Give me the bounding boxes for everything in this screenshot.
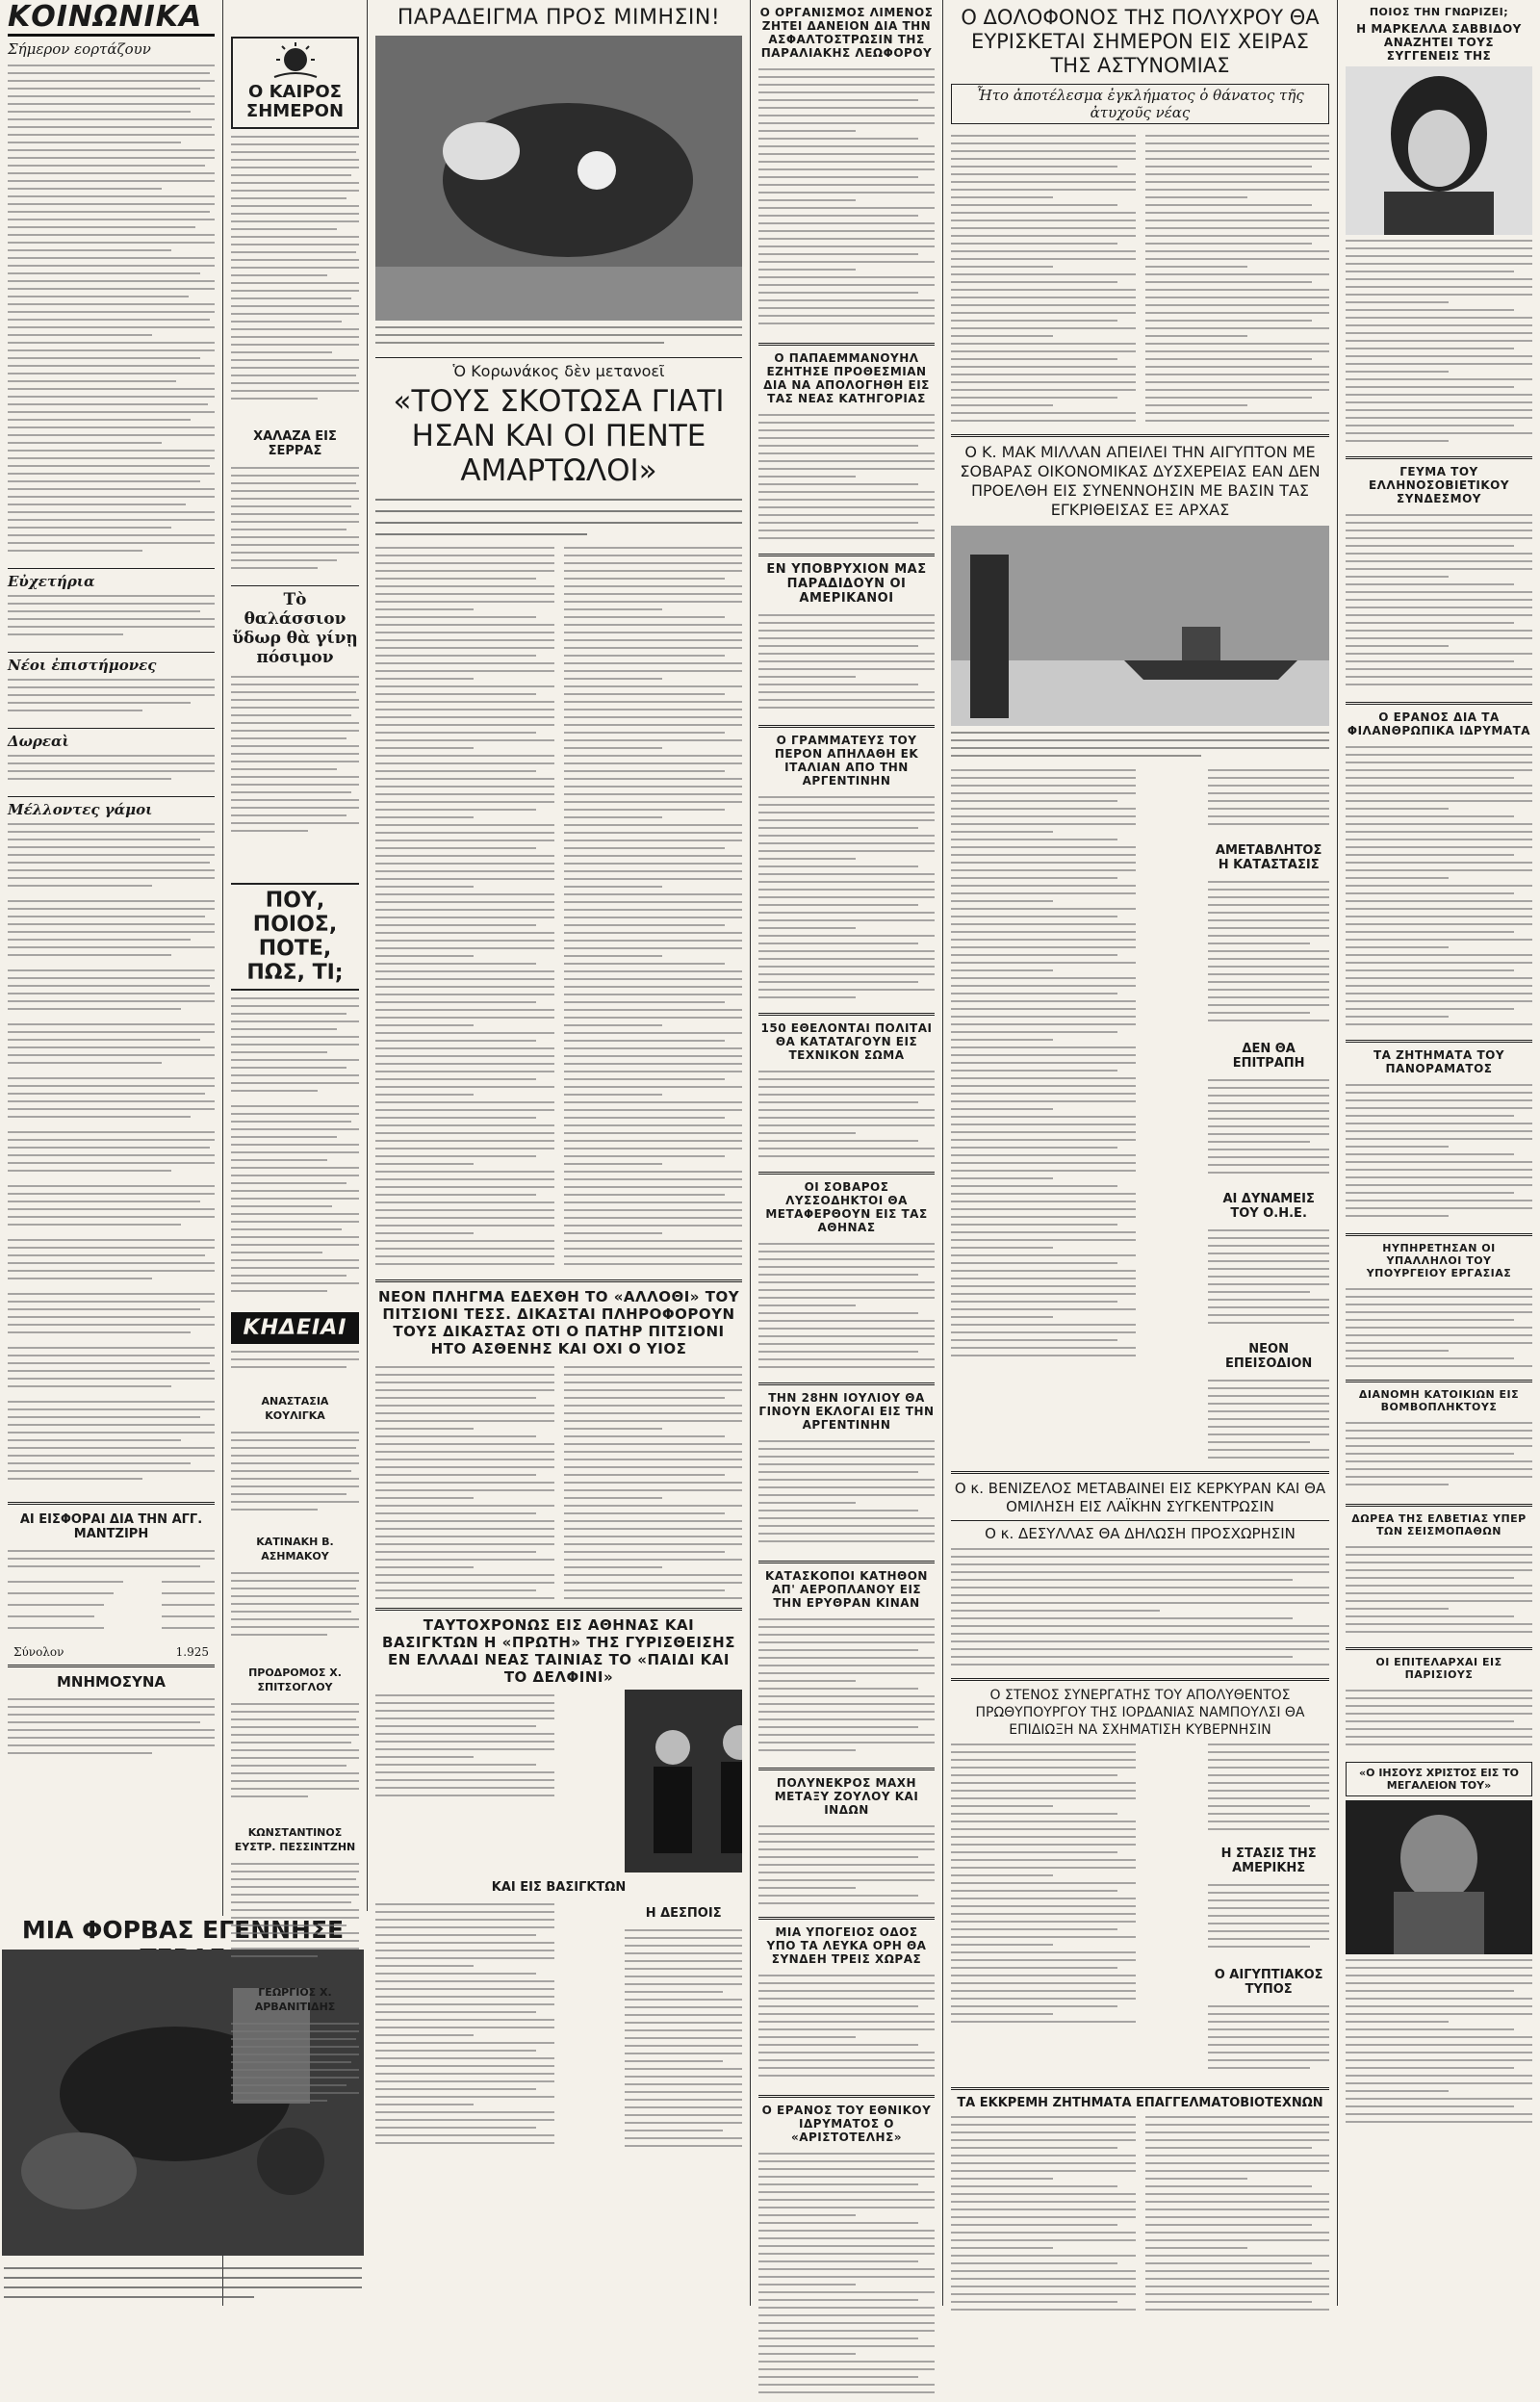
column-2: [223, 0, 368, 2013]
text-block: [231, 2018, 359, 2124]
text-block: [758, 1821, 935, 1907]
text-block: [758, 409, 935, 544]
text-block: [564, 1361, 743, 1602]
text-block: [758, 2148, 935, 2398]
text-block: [564, 542, 743, 1274]
text-block: [375, 1690, 615, 1805]
desposis-title: Η ΔΕΣΠΟΙΣ: [645, 1906, 722, 1921]
text-block: [758, 609, 935, 715]
dolofonos-headline: Ο ΔΟΛΟΦΟΝΟΣ ΤΗΣ ΠΟΛΥΧΡΟΥ ΘΑ ΕΥΡΙΣΚΕΤΑΙ ΣΗΜΕΡΟΝ ΕΙΣ ΧΕΙΡΑΣ ΤΗΣ ΑΣΤΥΝΟΜΙΑΣ: [961, 6, 1320, 77]
column-5: [943, 0, 1338, 2306]
kideia-name-4: ΚΩΝΣΤΑΝΤΙΝΟΣ ΕΥΣΤΡ. ΠΕΣΣΙΝΤΖΗΝ: [234, 1826, 356, 1853]
weather-box: [231, 37, 359, 129]
column-6: [1338, 0, 1540, 2306]
section-masthead-koinonika: ΚΟΙΝΩΝΙΚΑ: [8, 0, 215, 37]
section-neoi-epistimones: Νέοι ἐπιστήμονες: [8, 657, 157, 674]
text-block: [231, 1567, 359, 1654]
section-eucheteria: Εὐχετήρια: [8, 573, 95, 590]
text-block: [1346, 1283, 1532, 1370]
example-photo: [375, 36, 742, 321]
markella-headline: Η ΜΑΡΚΕΛΛΑ ΣΑΒΒΙΔΟΥ ΑΝΑΖΗΤΕΙ ΤΟΥΣ ΣΥΓΓΕΝΕΙΣ ΤΗΣ: [1356, 22, 1522, 63]
28iouliou-headline: ΤΗΝ 28ΗΝ ΙΟΥΛΙΟΥ ΘΑ ΓΙΝΟΥΝ ΕΚΛΟΓΑΙ ΕΙΣ ΤΗΝ ΑΡΓΕΝΤΙΝΗΝ: [758, 1391, 935, 1432]
text-block: [8, 1693, 215, 1761]
text-block: [8, 60, 215, 560]
text-block: [8, 1545, 215, 1641]
eisfora-total-value: 1.925: [175, 1645, 209, 1659]
odos-headline: ΜΙΑ ΥΠΟΓΕΙΟΣ ΟΔΟΣ ΥΠΟ ΤΑ ΛΕΥΚΑ ΟΡΗ ΘΑ ΣΥΝΔΕΗ ΤΡΕΙΣ ΧΩΡΑΣ: [766, 1925, 927, 1966]
macmillan-headline: Ο Κ. ΜΑΚ ΜΙΛΛΑΝ ΑΠΕΙΛΕΙ ΤΗΝ ΑΙΓΥΠΤΟΝ ΜΕ ΣΟΒΑΡΑΣ ΟΙΚΟΝΟΜΙΚΑΣ ΔΥΣΧΕΡΕΙΑΣ ΕΑΝ ΔΕΝ ΠΡΟΕΛΘΗ ΕΙΣ ΣΥΝΕΝΝΟΗΣΙΝ ΜΕ ΒΑΣΙΝ ΤΑΣ ΕΓΚΡΙΘΕΙΣΑΣ ΕΞ ΑΡΧΑΣ: [960, 443, 1321, 519]
section-doreai: Δωρεαὶ: [8, 733, 69, 750]
text-block: [8, 750, 215, 788]
text-block: [8, 590, 215, 644]
eranos-headline: Ο ΕΡΑΝΟΣ ΤΟΥ ΕΘΝΙΚΟΥ ΙΔΡΥΜΑΤΟΣ Ο «ΑΡΙΣΤΟΤΕΛΗΣ»: [761, 2104, 932, 2144]
text-block-italic: [375, 492, 742, 538]
epiteloi-headline: ΟΙ ΕΠΙΤΕΛΑΡΧΑΙ ΕΙΣ ΠΑΡΙΣΙΟΥΣ: [1375, 1656, 1502, 1681]
text-block: [1346, 1685, 1532, 1752]
dynameis-title: ΑΙ ΔΥΝΑΜΕΙΣ ΤΟΥ Ο.Η.Ε.: [1222, 1192, 1315, 1221]
markella-photo: [1346, 66, 1532, 235]
korwnakos-body: [375, 542, 742, 1274]
ekkremi-headline: ΤΑ ΕΚΚΡΕΜΗ ΖΗΤΗΜΑΤΑ ΕΠΑΓΓΕΛΜΑΤΟΒΙΟΤΕΧΝΩΝ: [957, 2096, 1323, 2110]
dolofonos-sub: Ἦτο ἀποτέλεσμα ἐγκλήματος ὁ θάνατος τῆς ἀτυχοῦς νέας: [951, 84, 1329, 124]
portrait-figure: [1346, 66, 1532, 235]
grammateus-headline: Ο ΓΡΑΜΜΑΤΕΥΣ ΤΟΥ ΠΕΡΟΝ ΑΠΗΛΑΘΗ ΕΚ ΙΤΑΛΙΑΝ ΑΠΟ ΤΗΝ ΑΡΓΕΝΤΙΝΗΝ: [774, 734, 919, 788]
film-still-figure: [1346, 1800, 1532, 1954]
typos-title: Ο ΑΙΓΥΠΤΙΑΚΟΣ ΤΥΠΟΣ: [1214, 1968, 1323, 1997]
venizelos-headline: Ο κ. ΒΕΝΙΖΕΛΟΣ ΜΕΤΑΒΑΙΝΕΙ ΕΙΣ ΚΕΡΚΥΡΑΝ ΚΑΙ ΘΑ ΟΜΙΛΗΣΗ ΕΙΣ ΛΑΪΚΗΝ ΣΥΓΚΕΝΤΡΩΣΙΝ: [954, 1480, 1326, 1515]
christos-box: [1346, 1762, 1532, 1796]
text-block: [231, 1698, 359, 1814]
photo-caption: [375, 321, 742, 349]
text-block: [231, 1344, 359, 1382]
section-subhead: Σήμερον εορτάζουν: [8, 40, 151, 58]
text-block: [1208, 1739, 1329, 1835]
text-block: [758, 1435, 935, 1551]
epeisodion-title: ΝΕΟΝ ΕΠΕΙΣΟΔΙΟΝ: [1225, 1342, 1313, 1371]
text-block: [951, 130, 1136, 428]
limenos-headline: Ο ΟΡΓΑΝΙΣΜΟΣ ΛΙΜΕΝΟΣ ΖΗΤΕΙ ΔΑΝΕΙΟΝ ΔΙΑ ΤΗΝ ΑΣΦΑΛΤΟΣΤΡΩΣΙΝ ΤΗΣ ΠΑΡΑΛΙΑΚΗΣ ΛΕΩΦΟΡΟΥ: [759, 6, 934, 60]
text-block: [758, 64, 935, 333]
text-block: [8, 818, 215, 1492]
christos-title: «Ο ΙΗΣΟΥΣ ΧΡΙΣΤΟΣ ΕΙΣ ΤΟ ΜΕΓΑΛΕΙΟΝ ΤΟΥ»: [1359, 1767, 1519, 1792]
text-block: [375, 1361, 554, 1602]
vasigkton-photo: [625, 1690, 742, 1873]
tautochronos-headline: ΤΑΥΤΟΧΡΟΝΩΣ ΕΙΣ ΑΘΗΝΑΣ ΚΑΙ ΒΑΣΙΓΚΤΩΝ Η «ΠΡΩΤΗ» ΤΗΣ ΓΥΡΙΣΘΕΙΣΗΣ ΕΝ ΕΛΛΑΔΙ ΝΕΑΣ ΤΑΙΝΙΑΣ ΤΟ «ΠΑΙΔΙ ΚΑΙ ΤΟ ΔΕΛΦΙΝΙ»: [382, 1616, 735, 1686]
text-block: [1208, 2001, 1329, 2078]
dog-figure: [375, 36, 742, 321]
text-block: [951, 1543, 1329, 1668]
text-block: [951, 2111, 1136, 2313]
text-block: [1346, 1417, 1532, 1494]
text-block: [1346, 1541, 1532, 1638]
text-block: [1346, 741, 1532, 1030]
lysodiktoi-headline: ΟΙ ΣΟΒΑΡΟΣ ΛΥΣΣΟΔΗΚΤΟΙ ΘΑ ΜΕΤΑΦΕΡΘΟΥΝ ΕΙΣ ΤΑΣ ΑΘΗΝΑΣ: [765, 1180, 928, 1234]
kideia-name-1: ΑΝΑΣΤΑΣΙΑ ΚΟΥΛΙΓΚΑ: [261, 1395, 329, 1422]
text-block: [231, 462, 359, 578]
iordania-headline: Ο ΣΤΕΝΟΣ ΣΥΝΕΡΓΑΤΗΣ ΤΟΥ ΑΠΟΛΥΘΕΝΤΟΣ ΠΡΩΘΥΠΟΥΡΓΟΥ ΤΗΣ ΙΟΡΔΑΝΙΑΣ ΝΑΜΠΟΥΛΣΙ ΘΑ ΕΠΙΔΙΩΞΗ ΝΑ ΣΧΗΜΑΤΙΣΗ ΚΥΒΕΡΝΗΣΙΝ: [975, 1688, 1305, 1738]
poios-title: ΠΟΙΟΣ ΤΗΝ ΓΝΩΡΙΖΕΙ;: [1369, 6, 1509, 18]
weather-icon: [267, 42, 324, 81]
eranos2-headline: Ο ΕΡΑΝΟΣ ΔΙΑ ΤΑ ΦΙΛΑΝΘΡΩΠΙΚΑ ΙΔΡΥΜΑΤΑ: [1347, 710, 1531, 737]
text-block: [625, 1924, 742, 2156]
halaza-title: ΧΑΛΑΖΑ ΕΙΣ ΣΕΡΡΑΣ: [253, 429, 337, 458]
forvas-headline: ΜΙΑ ΦΟΡΒΑΣ ΕΓΕΝΝΗΣΕ: [0, 1916, 366, 1972]
text-block: [758, 1970, 935, 2085]
kataskopoi-headline: ΚΑΤΑΣΚΟΠΟΙ ΚΑΤΗΘΟΝ ΑΠ' ΑΕΡΟΠΛΑΝΟΥ ΕΙΣ ΤΗΝ ΕΡΥΘΡΑΝ ΚΙΝΑΝ: [765, 1569, 928, 1610]
ypovrychion-headline: ΕΝ ΥΠΟΒΡΥΧΙΟΝ ΜΑΣ ΠΑΡΑΔΙΔΟΥΝ ΟΙ ΑΜΕΡΙΚΑΝΟΙ: [766, 562, 927, 606]
dorea-headline: ΔΩΡΕΑ ΤΗΣ ΕΛΒΕΤΙΑΣ ΥΠΕΡ ΤΩΝ ΣΕΙΣΜΟΠΑΘΩΝ: [1351, 1512, 1527, 1537]
korwnakos-quote: «ΤΟΥΣ ΣΚΟΤΩΣΑ ΓΙΑΤΙ ΗΣΑΝ ΚΑΙ ΟΙ ΠΕΝΤΕ ΑΜΑΡΤΩΛΟΙ»: [393, 384, 725, 488]
text-block: [1346, 235, 1532, 447]
text-block: [1208, 764, 1329, 832]
pitsioni-body: [375, 1361, 742, 1602]
text-block: [1208, 1879, 1329, 1956]
vasigkton-sub: ΚΑΙ ΕΙΣ ΒΑΣΙΓΚΤΩΝ: [491, 1880, 627, 1895]
pou-poios-title: ΠΟΥ, ΠΟΙΟΣ, ΠΟΤΕ, ΠΩΣ, ΤΙ;: [231, 883, 359, 991]
christos-photo: [1346, 1800, 1532, 1954]
text-block: [1346, 509, 1532, 692]
weather-title: Ο ΚΑΙΡΟΣ ΣΗΜΕΡΟΝ: [245, 82, 345, 121]
text-block: [758, 1614, 935, 1758]
text-block: [375, 1898, 615, 2149]
mahi-headline: ΠΟΛΥΝΕΚΡΟΣ ΜΑΧΗ ΜΕΤΑΞΥ ΖΟΥΛΟΥ ΚΑΙ ΙΝΔΩΝ: [774, 1776, 919, 1817]
text-block: [1346, 1954, 1532, 2128]
text-block: [375, 542, 554, 1274]
text-block: [231, 991, 359, 1308]
text-block: [758, 791, 935, 1003]
desyllas-headline: Ο κ. ΔΕΣΥΛΛΑΣ ΘΑ ΔΗΛΩΣΗ ΠΡΟΣΧΩΡΗΣΙΝ: [985, 1525, 1296, 1542]
column-4: [751, 0, 943, 2306]
kideia-name-5: ΓΕΩΡΓΙΟΣ Χ. ΑΡΒΑΝΙΤΙΔΗΣ: [254, 1986, 336, 2013]
text-block: [1145, 130, 1330, 428]
text-block: [1208, 876, 1329, 1030]
epitropi-title: ΔΕΝ ΘΑ ΕΠΙΤΡΑΠΗ: [1232, 1042, 1305, 1071]
eisfora-title: ΑΙ ΕΙΣΦΟΡΑΙ ΔΙΑ ΤΗΝ ΑΓΓ. ΜΑΝΤΖΙΡΗ: [19, 1512, 203, 1541]
kideia-name-3: ΠΡΟΔΡΟΜΟΣ Χ. ΣΠΙΤΣΟΓΛΟΥ: [248, 1666, 342, 1693]
text-block: [1208, 1375, 1329, 1461]
kideia-name-2: ΚΑΤΙΝΑΚΗ Β. ΑΣΗΜΑΚΟΥ: [256, 1536, 334, 1563]
korwnakos-sub: Ὁ Κορωνάκος δὲν μετανοεῖ: [452, 362, 665, 380]
text-block: [1208, 1225, 1329, 1330]
ship-photo: [951, 526, 1329, 726]
eisfora-total-label: Σύνολον: [13, 1645, 64, 1659]
kideiai-banner: ΚΗΔΕΙΑΙ: [231, 1312, 359, 1344]
text-block: [8, 674, 215, 720]
text-block: [231, 1858, 359, 1974]
mnemosyna-title: ΜΝΗΜΟΣΥΝΑ: [57, 1673, 166, 1691]
ametavlitos-title: ΑΜΕΤΑΒΛΗΤΟΣ Η ΚΑΤΑΣΤΑΣΙΣ: [1215, 843, 1322, 872]
pitsioni-headline: ΝΕΟΝ ΠΛΗΓΜΑ ΕΔΕΧΘΗ ΤΟ «ΑΛΛΟΘΙ» ΤΟΥ ΠΙΤΣΙΟΝΙ ΤΕΣΣ. ΔΙΚΑΣΤΑΙ ΠΛΗΡΟΦΟΡΟΥΝ ΤΟΥΣ ΔΙΚΑΣΤΑΣ ΟΤΙ Ο ΠΑΤΗΡ ΠΙΤΣΙΟΝΙ ΗΤΟ ΑΣΘΕΝΗΣ ΚΑΙ ΟΧΙ Ο ΥΙΟΣ: [377, 1288, 740, 1357]
panoramatos-headline: ΤΑ ΖΗΤΗΜΑΤΑ ΤΟΥ ΠΑΝΟΡΑΜΑΤΟΣ: [1373, 1048, 1505, 1075]
text-block: [1145, 2111, 1330, 2313]
text-block: [231, 1427, 359, 1523]
thalassion-title: Τὸ θαλάσσιον ὕδωρ θὰ γίνῃ πόσιμον: [232, 590, 358, 667]
ship-figure: [951, 526, 1329, 726]
stasis-title: Η ΣΤΑΣΙΣ ΤΗΣ ΑΜΕΡΙΚΗΣ: [1220, 1847, 1317, 1875]
ypallyloi-headline: ΗΥΠΗΡΕΤΗΣΑΝ ΟΙ ΥΠΑΛΛΗΛΟΙ ΤΟΥ ΥΠΟΥΡΓΕΙΟΥ ΕΡΓΑΣΙΑΣ: [1366, 1242, 1512, 1279]
text-block: [951, 764, 1198, 1361]
text-block: [231, 129, 359, 418]
people-figure: [625, 1690, 742, 1873]
text-block: [1208, 1074, 1329, 1180]
geuma-headline: ΓΕΥΜΑ ΤΟΥ ΕΛΛΗΝΟΣΟΒΙΕΤΙΚΟΥ ΣΥΝΔΕΣΜΟΥ: [1368, 465, 1510, 505]
photo-caption: [951, 726, 1329, 761]
eisfora-total-row: [8, 1645, 215, 1659]
text-block: [951, 1739, 1198, 2027]
papamanoli-headline: Ο ΠΑΠΑΕΜΜΑΝΟΥΗΛ ΕΖΗΤΗΣΕ ΠΡΟΘΕΣΜΙΑΝ ΔΙΑ ΝΑ ΑΠΟΛΟΓΗΘΗ ΕΙΣ ΤΑΣ ΝΕΑΣ ΚΑΤΗΓΟΡΙΑΣ: [763, 351, 930, 405]
text-block: [231, 671, 359, 844]
text-block: [758, 1238, 935, 1373]
example-title: ΠΑΡΑΔΕΙΓΜΑ ΠΡΟΣ ΜΙΜΗΣΙΝ!: [397, 6, 721, 30]
dianomi-headline: ΔΙΑΝΟΜΗ ΚΑΤΟΙΚΙΩΝ ΕΙΣ ΒΟΜΒΟΠΛΗΚΤΟΥΣ: [1358, 1388, 1520, 1413]
ethelontai-headline: 150 ΕΘΕΛΟΝΤΑΙ ΠΟΛΙΤΑΙ ΘΑ ΚΑΤΑΤΑΓΟΥΝ ΕΙΣ ΤΕΧΝΙΚΟΝ ΣΩΜΑ: [760, 1021, 933, 1062]
section-mellontes-gamoi: Μέλλοντες γάμοι: [8, 801, 153, 818]
column-3: [368, 0, 751, 2306]
text-block: [758, 1066, 935, 1162]
text-block: [1346, 1079, 1532, 1224]
